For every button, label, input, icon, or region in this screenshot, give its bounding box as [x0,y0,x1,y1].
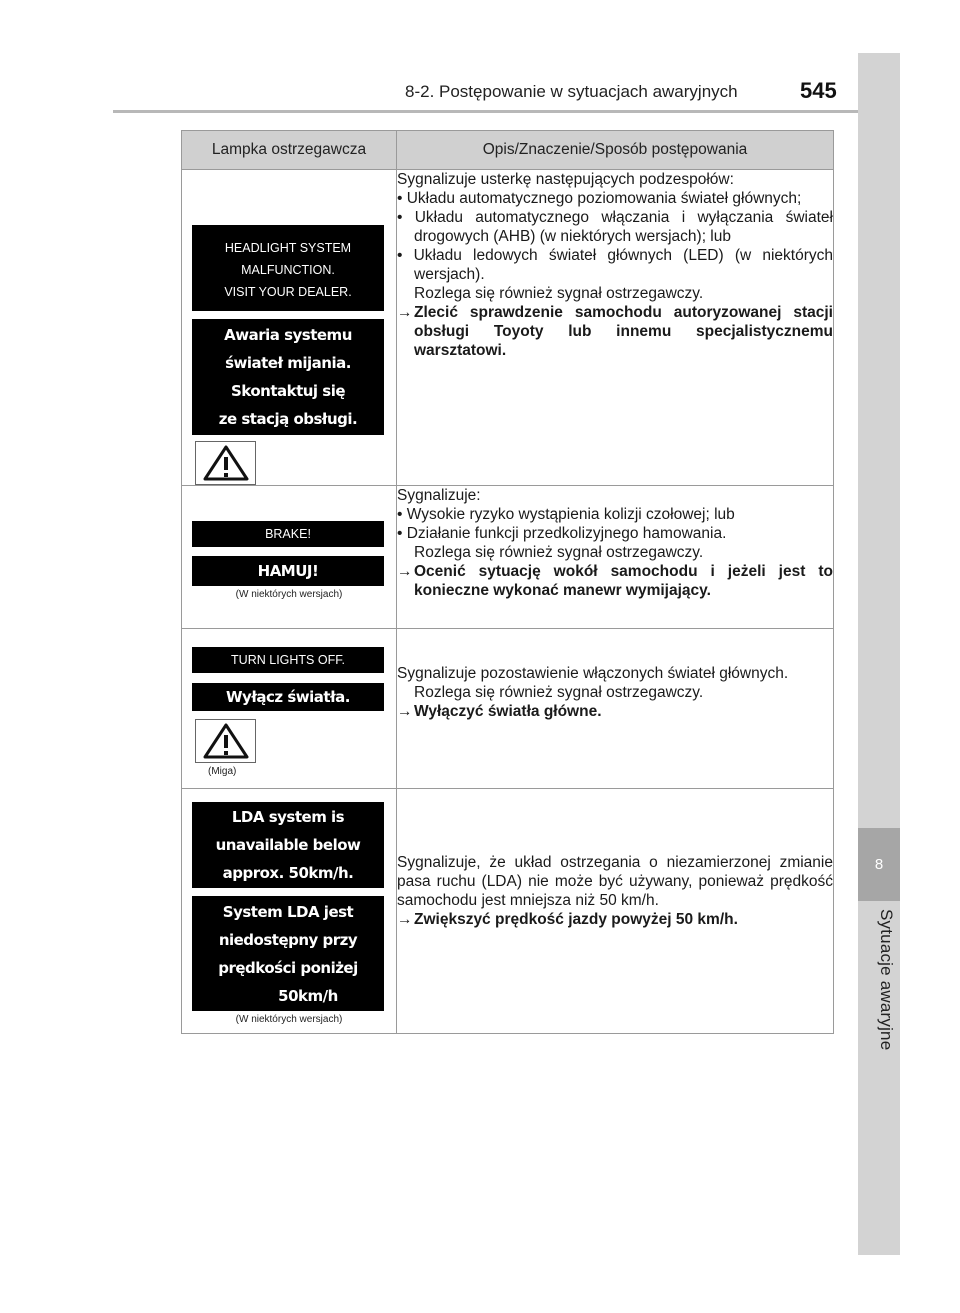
action-text: Wyłączyć światła główne. [414,703,602,720]
display-message-en [192,225,384,311]
header-divider [113,110,858,113]
display-line: prędkości poniżej [218,959,358,977]
action-instruction [397,562,833,600]
lamp-cell [182,629,397,789]
description-intro: Sygnalizuje usterkę następujących podzespołów: [397,171,734,188]
lamp-cell [182,486,397,629]
warning-lights-table [181,130,834,1034]
column-header-description: Opis/Znaczenie/Sposób postępowania [397,131,834,170]
display-line: LDA system is [231,808,345,826]
version-note: (W niektórych wersjach) [235,589,343,600]
display-line: MALFUNCTION. [241,263,335,277]
description-bullet: • Wysokie ryzyko wystąpienia kolizji czołowej; lub [397,506,735,523]
display-line: Skontaktuj się [230,382,346,400]
display-line: ze stacją obsługi. [218,410,358,428]
display-message-pl [192,683,384,711]
warning-triangle-icon [195,719,256,763]
action-text: Zwiększyć prędkość jazdy powyżej 50 km/h. [414,911,738,928]
column-header-lamp: Lampka ostrzegawcza [182,131,397,170]
lamp-cell [182,170,397,486]
chapter-label: Sytuacje awaryjne [877,909,896,1051]
display-line: TURN LIGHTS OFF. [231,653,345,667]
action-instruction [397,702,833,721]
display-message-pl [192,319,384,435]
table-row [182,789,834,1034]
description-bullet: • Układu automatycznego włączania i wyłączania świateł drogowych (AHB) (w niektórych wersjach); lub [397,209,833,245]
sound-note: Rozlega się również sygnał ostrzegawczy. [414,684,704,701]
description-intro: Sygnalizuje, że układ ostrzegania o niezamierzonej zmianie pasa ruchu (LDA) nie może być używany, ponieważ prędkość samochodu jest mniejsza niż 50 km/h. [397,854,833,909]
description-intro: Sygnalizuje: [397,487,481,504]
version-note: (W niektórych wersjach) [235,1014,343,1025]
page-number: 545 [800,78,837,103]
display-message-en [192,521,384,547]
arrow-right-icon: → [397,304,413,321]
action-instruction [397,303,833,360]
lamp-cell [182,789,397,1034]
action-text: Ocenić sytuację wokół samochodu i jeżeli jest to konieczne wykonać manewr wymijający. [414,563,833,599]
description-cell [397,789,834,1034]
action-text: Zlecić sprawdzenie samochodu autoryzowanej stacji obsługi Toyoty lub innemu specjalistycznemu warsztatowi. [414,304,833,359]
display-line: HAMUJ! [257,562,319,580]
display-line: HEADLIGHT SYSTEM [224,241,352,255]
display-line: VISIT YOUR DEALER. [224,285,352,299]
chapter-side-tab [858,53,900,1255]
display-message-en [192,802,384,888]
warning-triangle-icon [195,441,256,485]
description-intro: Sygnalizuje pozostawienie włączonych świateł głównych. [397,665,789,682]
description-bullet: • Działanie funkcji przedkolizyjnego hamowania. [397,525,727,542]
page-header-title: 8-2. Postępowanie w sytuacjach awaryjnych [405,82,738,101]
arrow-right-icon: → [397,911,413,928]
chapter-number-tab: 8 [858,828,900,901]
description-bullet: • Układu automatycznego poziomowania świateł głównych; [397,190,802,207]
display-line: approx. 50km/h. [222,864,354,882]
table-row [182,170,834,486]
sound-note: Rozlega się również sygnał ostrzegawczy. [414,285,704,302]
display-message-pl [192,556,384,586]
display-line: niedostępny przy [218,931,358,949]
blink-note: (Miga) [208,766,237,777]
display-line: 50km/h [278,987,338,1005]
display-message-pl [192,896,384,1011]
table-header-row [182,131,834,170]
display-line: Awaria systemu [224,326,352,344]
arrow-right-icon: → [397,563,413,580]
display-line: Wyłącz światła. [226,688,350,706]
display-line: świateł mijania. [225,354,351,372]
display-message-en [192,647,384,673]
table-row [182,629,834,789]
sound-note: Rozlega się również sygnał ostrzegawczy. [414,544,704,561]
display-line: System LDA jest [222,903,354,921]
display-line: unavailable below [215,836,361,854]
arrow-right-icon: → [397,703,413,720]
description-cell [397,629,834,789]
description-bullet: • Układu ledowych świateł głównych (LED) (w niektórych wersjach). [397,247,833,283]
display-line: BRAKE! [265,527,311,541]
table-row [182,486,834,629]
description-cell [397,170,834,486]
description-cell [397,486,834,629]
action-instruction [397,910,833,929]
